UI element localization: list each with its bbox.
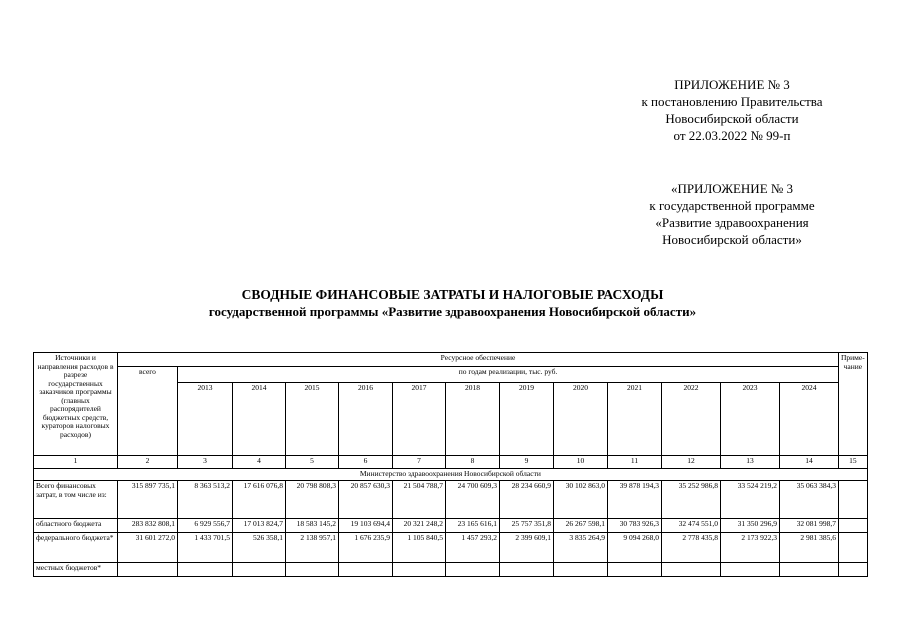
table-cell (446, 563, 500, 577)
table-cell: 2 778 435,8 (662, 533, 721, 563)
financial-costs-table (33, 352, 868, 577)
table-cell (554, 563, 608, 577)
table-cell (608, 563, 662, 577)
table-cell: 1 457 293,2 (446, 533, 500, 563)
year-header: 2023 (721, 383, 780, 456)
appendix1-line2: к постановлению Правительства (641, 94, 823, 109)
table-cell: 30 783 926,3 (608, 519, 662, 533)
table-cell: 24 700 609,3 (446, 481, 500, 519)
table-cell (839, 533, 868, 563)
column-number: 4 (233, 456, 286, 469)
ministry-row: Министерство здравоохранения Новосибирской области (34, 469, 868, 481)
column-number: 2 (118, 456, 178, 469)
column-number-row (34, 456, 868, 469)
table-cell: 1 433 701,5 (178, 533, 233, 563)
table-row (34, 481, 868, 519)
table-cell: 23 165 616,1 (446, 519, 500, 533)
header-years-group: по годам реализации, тыс. руб. (178, 367, 839, 383)
table-cell: федерального бюджета* (34, 533, 118, 563)
table-cell: 2 981 385,6 (780, 533, 839, 563)
table-cell (839, 481, 868, 519)
table-cell (780, 563, 839, 577)
year-header: 2016 (339, 383, 393, 456)
document-title: СВОДНЫЕ ФИНАНСОВЫЕ ЗАТРАТЫ И НАЛОГОВЫЕ РАСХОДЫ (241, 287, 664, 302)
year-header: 2024 (780, 383, 839, 456)
year-header: 2015 (286, 383, 339, 456)
column-number: 5 (286, 456, 339, 469)
column-number: 1 (34, 456, 118, 469)
table-cell: 33 524 219,2 (721, 481, 780, 519)
year-header: 2021 (608, 383, 662, 456)
column-number: 14 (780, 456, 839, 469)
year-header: 2018 (446, 383, 500, 456)
table-cell: 9 094 268,0 (608, 533, 662, 563)
table-cell (721, 563, 780, 577)
table-cell (393, 563, 446, 577)
table-cell (286, 563, 339, 577)
column-number: 9 (500, 456, 554, 469)
table-row (34, 563, 868, 577)
table-cell (178, 563, 233, 577)
appendix2-line3: «Развитие здравоохранения (655, 215, 809, 230)
table-cell: 19 103 694,4 (339, 519, 393, 533)
table-cell: 526 358,1 (233, 533, 286, 563)
table-cell: 20 321 248,2 (393, 519, 446, 533)
year-header: 2022 (662, 383, 721, 456)
header-source: Источники и направления расходов в разрезе государственных заказчиков программы (главных распорядителей бюджетных средств, кураторов налоговых расходов) (34, 353, 118, 456)
year-header: 2020 (554, 383, 608, 456)
table-cell: 25 757 351,8 (500, 519, 554, 533)
table-cell: 26 267 598,1 (554, 519, 608, 533)
table-cell: 1 105 840,5 (393, 533, 446, 563)
table-cell: 2 138 957,1 (286, 533, 339, 563)
table-row (34, 533, 868, 563)
year-header: 2019 (500, 383, 554, 456)
appendix2-line1: «ПРИЛОЖЕНИЕ № 3 (670, 181, 794, 196)
column-number: 7 (393, 456, 446, 469)
table-cell: 1 676 235,9 (339, 533, 393, 563)
table-cell: 20 857 630,3 (339, 481, 393, 519)
appendix1-line4: от 22.03.2022 № 99-п (673, 128, 791, 143)
column-number: 15 (839, 456, 868, 469)
table-cell: 17 616 076,8 (233, 481, 286, 519)
table-cell (118, 563, 178, 577)
appendix-header-resolution (617, 76, 847, 144)
table-cell: 30 102 863,0 (554, 481, 608, 519)
table-cell: 18 583 145,2 (286, 519, 339, 533)
header-resource: Ресурсное обеспечение (118, 353, 839, 367)
table-cell: 315 897 735,1 (118, 481, 178, 519)
table-row (34, 519, 868, 533)
document-subtitle: государственной программы «Развитие здравоохранения Новосибирской области» (208, 304, 697, 319)
table-cell: Всего финансовых затрат, в том числе из: (34, 481, 118, 519)
table-cell: областного бюджета (34, 519, 118, 533)
table-cell: 8 363 513,2 (178, 481, 233, 519)
column-number: 8 (446, 456, 500, 469)
table-cell: 35 252 986,8 (662, 481, 721, 519)
table-cell (839, 563, 868, 577)
header-note: Приме-чание (839, 353, 868, 456)
table-cell: 21 504 788,7 (393, 481, 446, 519)
table-cell: местных бюджетов* (34, 563, 118, 577)
year-header: 2013 (178, 383, 233, 456)
column-number: 10 (554, 456, 608, 469)
header-total: всего (118, 367, 178, 456)
table-cell (662, 563, 721, 577)
appendix2-line4: Новосибирской области» (662, 232, 802, 247)
column-number: 13 (721, 456, 780, 469)
column-number: 11 (608, 456, 662, 469)
table-cell: 28 234 660,9 (500, 481, 554, 519)
column-number: 6 (339, 456, 393, 469)
table-cell: 2 399 609,1 (500, 533, 554, 563)
table-cell: 31 350 296,9 (721, 519, 780, 533)
table-cell: 3 835 264,9 (554, 533, 608, 563)
table-cell: 39 878 194,3 (608, 481, 662, 519)
appendix1-line1: ПРИЛОЖЕНИЕ № 3 (674, 77, 790, 92)
column-number: 12 (662, 456, 721, 469)
table-cell (339, 563, 393, 577)
year-header: 2017 (393, 383, 446, 456)
table-cell: 35 063 384,3 (780, 481, 839, 519)
table-cell: 6 929 556,7 (178, 519, 233, 533)
table-cell (839, 519, 868, 533)
table-cell: 32 081 998,7 (780, 519, 839, 533)
appendix-header-program (617, 180, 847, 248)
table-cell: 31 601 272,0 (118, 533, 178, 563)
year-header: 2014 (233, 383, 286, 456)
appendix1-line3: Новосибирской области (665, 111, 799, 126)
table-cell (500, 563, 554, 577)
table-cell (233, 563, 286, 577)
table-cell: 17 013 824,7 (233, 519, 286, 533)
table-cell: 2 173 922,3 (721, 533, 780, 563)
appendix2-line2: к государственной программе (649, 198, 815, 213)
table-cell: 20 798 808,3 (286, 481, 339, 519)
data-rows (34, 481, 868, 577)
table-cell: 283 832 808,1 (118, 519, 178, 533)
column-number: 3 (178, 456, 233, 469)
table-cell: 32 474 551,0 (662, 519, 721, 533)
